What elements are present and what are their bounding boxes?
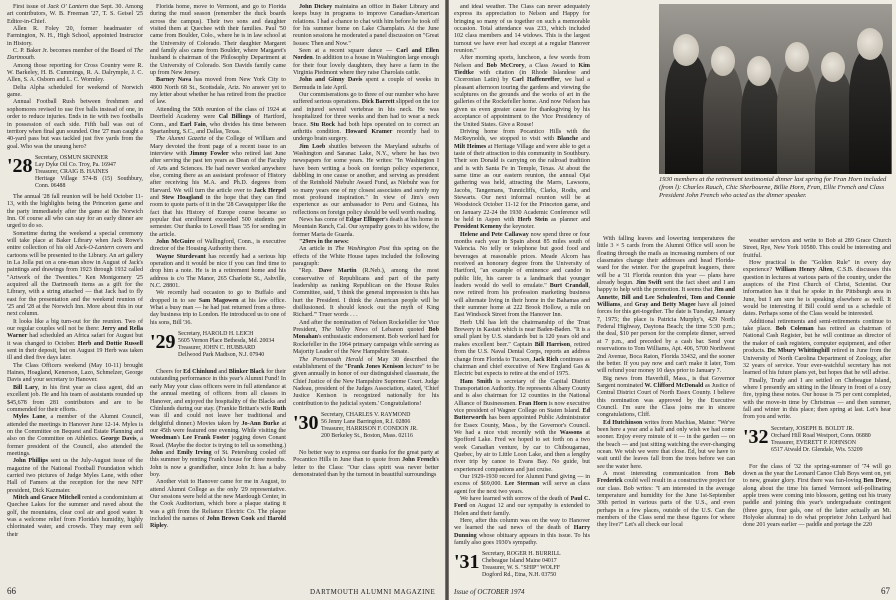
left-column-1 <box>7 4 143 582</box>
class-secretary: Secretary, ROGER H. BURRILL <box>482 551 561 558</box>
footer-magazine-title: DARTMOUTH ALUMNI MAGAZINE <box>310 588 436 596</box>
person-head <box>857 28 883 60</box>
right-column-1 <box>454 4 590 582</box>
class-secretary: Secretary, HAROLD H. LEICH <box>178 331 254 338</box>
page-number-right: 67 <box>881 586 890 596</box>
class-heading-29 <box>150 331 286 365</box>
photo-caption: 1930 members at the retirement testimonial dinner last spring for Fran Horn included (from l): Charles Rauch, Chic Sherbourne, Billie Horn, Fran, Ellie French and Class President John French who acted as the dinner speaker. <box>659 176 887 199</box>
paragraph: Among those reporting for Cross Country were R. W. Barkeley, H. B. Cummings, R. A. Dalrymple, J. C. Allen, S. A. Osborn and L. C. Wormley. <box>7 62 143 84</box>
paragraph: An article in The Washington Post this spring on the effects of the White House tapes included the following paragraph: <box>293 246 439 268</box>
col-text <box>7 4 143 151</box>
paragraph: John Phillips sent us the July-August issue of the magazine of the National Football Foundation which carried two pictures of Judge Myles Lane, with other Hall of Famers at the reception for the new NFF president, Dick Kazmaier. <box>7 458 143 494</box>
class-treasurer-address: 200 Berkeley St., Boston, Mass. 02116 <box>321 432 413 439</box>
col-text <box>293 4 439 408</box>
class-secretary-address: Orchard Hill Road Westport, Conn. 06880 <box>771 432 871 439</box>
paragraph: Mitch and Grace Mitchell rented a condominium at Quechee Lakes for the summer and raved about the golf, the mountains, clear cool air and good water. It was a welcome relief from Florida's humidity, highly chlorinated water, and crowds. They may even sell their <box>7 494 143 538</box>
paragraph: Allen R. Foley '20, former headmaster of Farmington, N. H., High School, appointed Instructor in History. <box>7 26 143 47</box>
col-text <box>150 4 286 327</box>
paragraph: It looks like a big turn-out for the reunion. Two of our regular couples will not be there: Jerry and Rella Warner had scheduled an Africa safari for August but it was changed to October. Herb and Dottie Russell sent in their deposit, but on August 19 Herb was taken ill and died five days later. <box>7 318 143 362</box>
paragraph: Another visit to Hanover came for me in August, to attend Alumni College as the only '29 representative. Our sessions were held at the new Mardough Center, in the Cook Auditorium, which bore a plaque stating it was a gift from the Reliance Electric Co. The plaque included the names of John Brown Cook and Harold Ripley. <box>150 479 286 530</box>
paragraph: And after the nomination of Nelson Rockefeller for Vice President, The Valley News of Lebanon quoted Bob Monahan's enthusiastic endorsement. Bob worked hard for Rockefeller in the 1964 primary campaign while serving as Majority Leader of the New Hampshire Senate. <box>293 319 439 356</box>
class-treasurer-address: Heritage Village 574-B (15) Southbury, Conn. 06488 <box>35 175 143 189</box>
col-text <box>454 4 590 547</box>
class-secretary-address: 5605 Vernon Place Bethesda, Md. 20034 <box>178 338 275 345</box>
footer-issue: Issue of OCTOBER 1974 <box>454 588 525 596</box>
paragraph: "29ers in the news: <box>299 239 349 245</box>
paragraph: John McGuire of Wallingford, Conn., is executive director of the Housing Authority there. <box>150 239 286 253</box>
paragraph: Seen at a recent square dance — Carl and Ellen Norden. In addition to a house in Washington large enough for their four lovely daughters, they have a farm in the Virginia Piedmont where they raise Charolais cattle. <box>293 48 439 77</box>
col-text <box>293 450 439 479</box>
paragraph: C. P. Baker Jr. becomes member of the Board of The Dartmouth. <box>7 48 143 62</box>
paragraph: Bill Lary, in his first year as class agent, did an excellent job. He and his team of assistants rounded up $45,678 from 281 contributors and are to be commended for their efforts. <box>7 384 143 413</box>
paragraph: Wayne Sturdevant has recently had a serious hip operation and it would be nice if you can find time to drop him a note. He is in a retirement home and his address is c/o The Manor, 265 Charlotte St., Ashville, N.C. 28801. <box>150 253 286 290</box>
person-head <box>747 56 771 86</box>
group-photo <box>659 4 892 174</box>
person-head <box>785 42 809 72</box>
class-treasurer-address: Dellwood Park Madison, N.J. 07940 <box>178 352 265 359</box>
class-treasurer: Treasurer, CRAIG B. HAINES <box>35 168 109 175</box>
paragraph: News has come of Edgar Ellinger's death at his home in Mountain Ranch, Cal. Our sympathy goes to his widow, the former Maria de Guarda. <box>293 216 439 238</box>
paragraph: Additional retirements and semi-retirements continue to take place. Bob Coleman has retired as chairman of National Cash Register, but he will continue as director of the maker of cash registers, computer equipment, and other products. Dr. Mbury Whittinghill retired in June from the University of North Carolina Department of Zoology, after 32 years of service. Your ever-watchful secretary has not learned of his future plans yet, but hopes that he will advise. <box>743 318 891 377</box>
left-column-3 <box>293 4 439 582</box>
paragraph: Delta Alpha scheduled for weekend of Norwich game. <box>7 84 143 99</box>
left-page <box>0 0 445 600</box>
class-secretary: Secretary, OSMUN SKINNER <box>35 154 109 161</box>
col-text <box>150 369 286 531</box>
class-secretary: Secretary, CHARLES V. RAYMOND <box>321 411 411 418</box>
paragraph: John and Ginny Davis spent a couple of weeks in Bermuda in late April. <box>293 77 439 91</box>
class-treasurer: Treasurer, HARRISON F. CONDON JR. <box>321 425 418 432</box>
paragraph: Jim Loeb shuttles between the Maryland suburbs of Washington and Saranac Lake, N.Y., where he has two newspapers for some years. He writes: "In Washington I have been writing a book on foreign policy experience, dabbling in one cause or another, and serving as president of the Reinhold Niebuhr Award Fund, as Niebuhr was for so many years one of my closest associates and surely my most profound inspiration." In view of Jim's own experience as our ambassador to Peru and Guinea, his reflections on foreign policy should be well worth reading. <box>293 143 439 216</box>
class-treasurer-address: 6517 Atwald Dr. Glendale, Wis. 53209 <box>771 446 863 453</box>
paragraph: Myles Lane, a member of the Alumni Council, attended the meetings in Hanover June 12-14. Myles is on the Committee on Bequest and Estate Planning and also on the Committee on Athletics. George Davis, a former president of the Council, also attended the meetings. <box>7 414 143 457</box>
class-year: '28 <box>7 154 33 177</box>
paragraph: weather services and write to Bob at 289 Grace Church Street, Rye, New York 10580. This could be interesting and fruitful. <box>743 238 891 259</box>
paragraph: After morning sports, luncheon, a few words from Nelson and Bob McCrory, a Class Award to Kim Tiedtke with citation (in Rhode Islandese and Ciceronian Latin) by Carl Haffenreffer, we had a pleasant afternoon touring the gardens and viewing the sculptures on the grounds and the works of art in the galleries of the Rockefeller home. And now Nelson has given us even greater cause for thanksgiving by his acceptance of appointment to the Vice Presidency of the United States. Give a Rouse! <box>454 55 590 128</box>
class-treasurer: Treasurer, W. S. "SHIP" WOLFF <box>482 565 561 572</box>
person-head <box>711 46 735 76</box>
paragraph: Florida home, move to Vermont, and go to Florida during the mud season (remember the duck boards across the campus). Their two sons and daughter visited them at Quechee with their families. Paul '50 came from Boulder, Colo., where he is in law school at the University of Colorado. Their daughter Margaret and family also came from Boulder, where Margaret's husband is chairman of the Philosophy Department at the University of Colorado. Son Davids family came up from New Jersey. <box>150 4 286 77</box>
class-year: '29 <box>150 331 176 354</box>
paragraph: Attending the 50th reunion of the class of 1924 at Deerfield Academy were Cal Billings of Hartford, Conn., and Earl Fain, who divides his time between Spartanburg, S.C., and Dallas, Texas. <box>150 106 286 135</box>
paragraph: The annual '28 fall reunion will be held October 11-13, with the highlights being the Princeton game and the party immediately after the game at the Norwich Inn. Of course all who can stay for an early dinner are urged to do so. <box>7 193 143 230</box>
class-treasurer-address: Dogford Rd., Etna, N.H. 03750 <box>482 572 557 579</box>
class-heading-28 <box>7 155 143 190</box>
paragraph: Barney Nava has moved from New York City to 4800 North 68 St., Scottsdale, Ariz. No answer yet to my letter about whether he has retired from the practice of law. <box>150 77 286 106</box>
col-text <box>597 236 735 530</box>
paragraph: The Alumni Gazette of the College of William and Mary devoted the front page of a recent issue to an interview with Jimmy Fowler who retired last June after serving the past ten years as Dean of the Faculty of Arts and Sciences. He had never worked anywhere else, coming there as an assistant professor of History after receiving his M.A. and Ph.D. degrees from Harvard. We will turn the article over to Jack Herpel and Stew Hoagland in the hope that they can find room to quote parts of it in the '28 Cavaquipper like the fact that his History of Europe course became so popular that enrollment exceeded 500 students per semester. Our thanks to Lowell Haas '35 for sending in the article. <box>150 136 286 238</box>
paragraph: Ed Hutchinson writes from Machias, Maine: "We've been here a year and a half and only wish we had come sooner. Enjoy every minute of it — in the garden — on the beach — and just sitting watching the ever-changing ocean. We wish we were that close. Ed, but we have to wait until the leaves fall from the trees before we can see the water here. <box>597 419 735 470</box>
class-secretary-address: 56 Jenny Lane Barrington, R.I. 02806 <box>321 418 411 425</box>
paragraph: Big news from Haverhill, Mass., is that Governor Sargent nominated W. Clifford McDonald as Justice of Central District Court of North Essex County. I believe this nomination was approved by the Executive Council. I'm sure the Class joins me in sincere congratulations, Cliff. <box>597 375 735 419</box>
paragraph: Annual Football Rush between freshmen and sophomores revised to use five balls instead of one, in order to reduce injuries. Ends in tie with two footballs in possession of each side. Fifth ball was out of territory when final gun sounded. One '27 man caught a 40-yard pass but was tackled just five yards from the goal. Who was the unsung hero? <box>7 99 143 150</box>
right-column-3 <box>743 238 891 582</box>
paragraph: We have learned with sorrow of the death of Paul C. Ford on August 12 and our sympathy is extended to Helen and their family. <box>454 496 590 517</box>
paragraph: Cheers for Ed Chinlund and Blinker Black for their outstanding performance in this year's Alumni Fund! In early May your class officers were in full attendance at the annual meeting of officers from all classes in Hanover, and enjoyed the hospitality of the Blacks and Chinlunds during our stay. (Frankie Brittan's wife Ruth was ill and could not leave her traditional and delightful dinner.) Movies taken by Jo-Ann Burke at our 45th were featured one evening. While visiting the Woodman's Lee Frank Foster jogging down Conant Road. (Maybe the doctor is trying to tell us something.) John and Emily Irving of St. Petersburg cooled off this summer by renting Frank's house for three months. John is now a grandfather, since John Jr. has a baby boy. <box>150 369 286 478</box>
paragraph: Helene and Pete Callaway now spend three or four months each year in Spain about 85 miles south of Valencia. No telly or telephone but good food and beverages at reasonable prices. Meade Alcorn has received an honorary degree from the University of Hartford, "an example of eminence and candor in public life, his career is a landmark that younger leaders would do well to emulate." Burt Crandall, now retired from his profession marketing business will alternate living in their home in the Bahamas and their summer home at 222 Brook Hollow, a mile on East Windsock Street from the Hanover Inn. <box>454 231 590 319</box>
class-treasurer: Treasurer, JOHN C. HUBBARD <box>178 345 256 352</box>
paragraph: We recently had occasion to go to Buffalo and dropped in to see Sam Magowen at his law office. What a busy man — he had just returned from a three-day business trip to London. He introduced us to one of his sons, Bill '36. <box>150 290 286 326</box>
paragraph: Herb Uhl has left the chairmanship of the Trust Brewery in Kastatt which is near Baden-Baden. "It is a small plant by U.S. standards but is 120 years old and makes excellent beer." Captain Bill Harrison, retired from the U.S. Naval Dental Corps, reports an address change from Florida to Tucson, Jack Rich continues as chairman and chief executive of New England Gas & Electric but expects to retire at the end of 1975. <box>454 319 590 378</box>
class-heading-30 <box>293 412 439 446</box>
paragraph: First issue of Jack O' Lantern due Sept. 30. Among art contributors, W. B. Freeman '27, T. S. Geisel '25 Editor-in-Chief. <box>7 4 143 25</box>
class-heading-31 <box>454 551 590 582</box>
paragraph: and ideal weather. The Class can never adequately express its appreciation to Nelson and Happy for bringing so many of us together on such a memorable occasion. Total attendance was 233, which included 102 class members and 14 widows. This is the largest turnout we have ever had except at a regular Hanover reunion." <box>454 4 590 55</box>
paragraph: "Rep. Dave Martin (R.Neb.), among the most conservative of Republicans and part of the party leadership as ranking Republican on the House Rules Committee, said, 'I think the general impression is this has hurt the President. I think the American people will be disillusioned. It should knock out the myth of King Richard.'" Truer words . . . <box>293 268 439 319</box>
paragraph: The Portsmouth Herald of May 30 described the establishment of the "Frank Jones Kenison lecture" to be given annually in honor of our distinguished classmate, the Chief Justice of the New Hampshire Supreme Court. Judge Nadeau, president of the Judges Association, stated, 'Chief Justice Kenison is recognized nationally for his contribution to the judicial system.' Congratulations! <box>293 356 439 407</box>
paragraph: Our commiserations go to three of our number who have suffered serious operations. Dick Barrett slipped on the ice and injured several vertebrae in his neck. He was hospitalized for three weeks and then had to wear a neck brace. Stu Rock had both hips operated on to correct an arthritis condition. Howard Kramer recently had to undergo brain surgery. <box>293 92 439 143</box>
person-figure <box>741 74 779 174</box>
paragraph: A most interesting communication from Bob Frederick could well result in a constructive project for our class. Bob writes: "I am interested in the average temperature and humidity for the June 1st-September 30th period in various parts of the U.S., and even perhaps in a few places, outside of the U.S. Can the members of the Class send me these figures for where they live?" Let's all check our local <box>597 471 735 529</box>
paragraph: For the class of '32 the spring-summer of '74 will go down as the year the Leonard Canoe Club Boys went on, yet to new, greater glory. First there was fun-loving Ben Drew, along about the time his famed Vermont self-pollinating apple trees were coming into blossom, getting out his trusty paddle and joining this year's undergraduate contingent (three guys, four gals, one of the latter actually an Mt. Holyoke alumna) to do what proprietor John Ledyard had done 201 years earlier — paddle and portage the 220 <box>743 463 891 529</box>
class-treasurer: Treasurer, EVERETT P. JOHNSON <box>771 439 857 446</box>
paragraph: Driving home from Pocantico Hills with the McReynolds, we stopped to visit with Blanche and Milt Heimes at Heritage Village and were able to get a taste of their attraction to this community in Southbury. Their son Donald is carrying on the railroad tradition and is with Santa Fe in Temple, Texas. At about the same time as our eastern reunion, the annual Ojai gathering was held, attracting the Marrs, Lawsons, Jacobs, Tangemans, Tunnicliffs, Clarks, Rodis, and Stewarts. Our next informal reunion will be at Woodstock October 11-12 for the Princeton game, and on January 22-24 the 1930 Academic Conference will be held in Aspen with Herb Stein as planner and President Kemeny the keynoter. <box>454 128 590 231</box>
left-column-2 <box>150 4 286 582</box>
person-head <box>673 34 699 66</box>
person-figure <box>703 64 743 174</box>
class-year: '30 <box>293 411 319 434</box>
paragraph: No better way to express our thanks for the great party at Pocantico Hills in June than to quote from John French's letter to the Class: "Our class spirit was never better demonstrated than by the turnout in beautiful surroundings <box>293 449 439 478</box>
page-number-left: 66 <box>7 586 16 596</box>
class-year: '32 <box>743 425 769 448</box>
paragraph: How practical is the "Golden Rule" in every day experience? William Henry Alten, C.S.B. discusses this question in lectures at various parts of the country, under the auspices of the First Church of Christ, Scientist. Our information has it that he spoke in the Pittsburgh area in June, but I am sure he is speaking elsewhere as well. It would be interesting if Bill could send us a schedule of dates. Perhaps some of the Class would be interested. <box>743 260 891 318</box>
col-text <box>7 194 143 539</box>
paragraph: Sometime during the weekend a special ceremony will take place at Baker Library when Jack Rowe's entire collection of his old Jack-O-Lantern covers and cartoons will be presented to the Library. An art gallery in La Jolla put on a one-man show in August of Jack's paintings and drawings from 1923 through 1932 called "Artwork of the Twenties." Ken Montgomery '25 acquired all the Dartmouth items as a gift for the Library, with a string attached — that Jack had to fly east for the presentation and the weekend reunion of '25 and '28 at the Norwich Inn. More about this in our next column. <box>7 230 143 318</box>
paragraph: With falling leaves and lowering temperatures the little 3 × 5 cards from the Alumni Office will soon be floating through the mails as increasing numbers of our classmates change their addresses and head Florida-ward for the winter. For the grapefruit leaguers, there will be a '31 Florida reunion this year — plans have already begun. Jim Swift sent the fact sheet and I am happy to help with the promotion. It seems that Jim and Annette, Bill and Lee Schulenfrei, Tom and Connie Williams, and Gray and Betty Magee have all joined forces for this get-together. The date is Tuesday, January 7, 1975; the place is Patricia Murphy's, 429 North Federal Highway, Daytona Beach; the time 5:30 p.m.; the deal, $10 per person for the complete dinner, served at 7 p.m., and preceded by a cash bar. Send your reservations to Tom Williams, Apt. 406, 5700 Northwest 2nd Avenue, Boca Raton, Florida 33432, and the sooner the better. If you pay now and can't make it later, Tom will refund your money 10 days prior to January 7. <box>597 236 735 375</box>
person-figure <box>849 50 891 174</box>
class-secretary-address: Lay Dyke Oil Co. Troy, Pa. 16947 <box>35 161 116 168</box>
paragraph: Finally, Trudy and I are settled on Chebeague Island, where I presently am sitting in the library in front of a cozy fire, typing these notes. Our house is 75 per cent completed, with the move-in time by Christmas — and then summer, fall and winter in this place; then spring at last. Let's hear from you and write. <box>743 377 891 421</box>
col-text <box>743 464 891 530</box>
paragraph: The Class Officers weekend (May 10-11) brought Haines, Hoagland, Kenerson, Lazo, Schmelzer, George Davis and your secretary to Hanover. <box>7 362 143 384</box>
person-figure <box>777 62 817 174</box>
class-year: '31 <box>454 551 480 574</box>
paragraph: Here, after this column was on the way to Hanover we learned the sad news of the death of Harry Dunning whose obituary appears in this issue. To his family also goes 1930's sympathy. <box>454 518 590 547</box>
paragraph: John Dickey maintains an office in Baker Library and keeps busy in programs to improve Canadian-American relations. I had a chance to chat with him before he took off for his summer home on Lake Champlain. At the June reunion sessions he moderated a panel discussion on "Great Issues: Then and Now." <box>293 4 439 47</box>
person-head <box>821 52 845 82</box>
paragraph: Our 1929-1930 record for Alumni Fund giving — in excess of $69,000. Lee Sterman will serve as class agent for the next two years. <box>454 474 590 495</box>
person-figure <box>815 70 853 174</box>
col-text <box>743 238 891 422</box>
class-secretary: Secretary, JOSEPH B. BOLDT JR. <box>771 425 854 432</box>
class-secretary-address: Chebeague Island Maine 04017 <box>482 558 557 565</box>
paragraph: Ham Smith is secretary of the Capital District Transportation Authority. He represents Albany County and is also chairman for 12 counties in the National Alliance of Businessmen. Fran Horn is now executive vice president of Wagner College on Staten Island. Ed Butterworth has been appointed Public Administrator for Essex County, Mass., by the Governor's Council. We had a nice visit recently with the Wassons at Spofford Lake. Fred we hoped to set forth on a two week Canadian venture, by car to Chibougamau, Quebec, by air to Little Loon Lake, and then a lengthy river trip by canoe to Evans Bay. No guide, but experienced companions and just cruise. <box>454 378 590 473</box>
class-heading-32 <box>743 426 891 460</box>
